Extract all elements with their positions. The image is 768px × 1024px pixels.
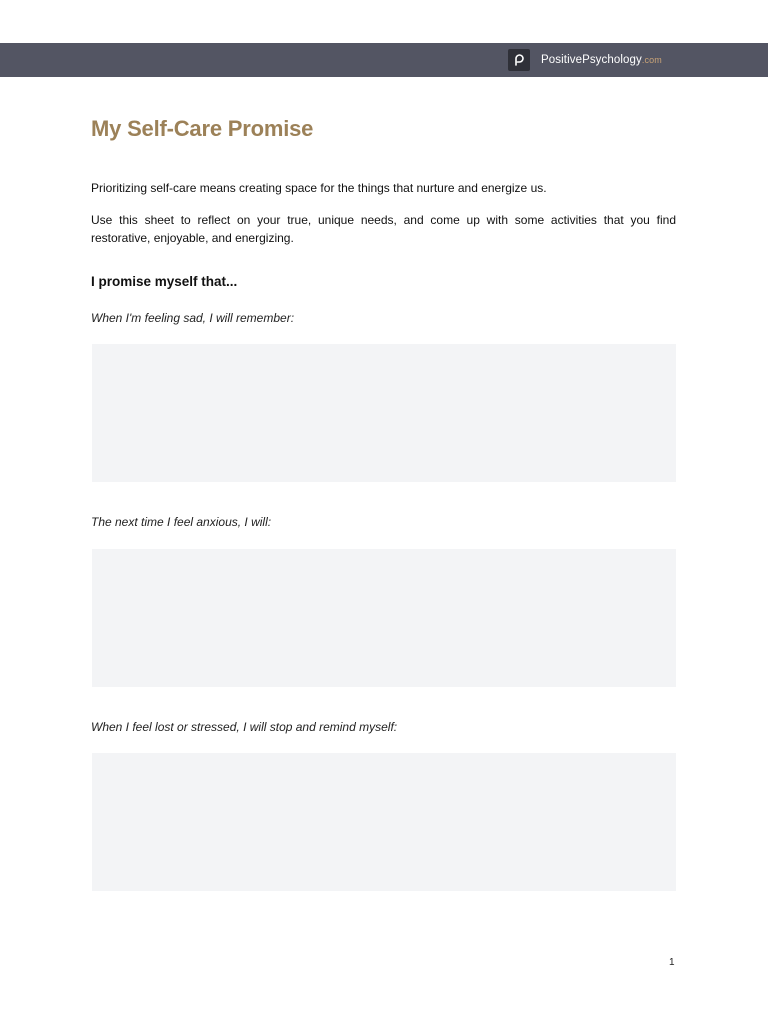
logo-p-glyph [512,53,526,67]
page-number: 1 [669,957,675,968]
answer-box-sad[interactable] [92,344,676,482]
page-title: My Self-Care Promise [91,116,314,141]
prompt-label-sad: When I'm feeling sad, I will remember: [91,311,295,325]
intro-paragraph-1: Prioritizing self-care means creating space for the things that nurture and energize us. [91,181,547,195]
answer-box-anxious[interactable] [92,549,676,687]
brand-name [541,54,662,66]
answer-box-stressed[interactable] [92,753,676,891]
header-bar [0,43,768,77]
positivepsychology-logo-icon [508,49,530,71]
brand-link[interactable] [508,49,662,71]
prompt-label-anxious: The next time I feel anxious, I will: [91,515,272,529]
section-heading: I promise myself that... [91,274,238,289]
brand-name-suffix: .com [641,55,662,65]
brand-name-main: PositivePsychology [541,54,642,66]
intro-paragraph-2: Use this sheet to reflect on your true, unique needs, and come up with some activities that you find restorative, enjoyable, and energizing. [91,213,676,245]
prompt-label-stressed: When I feel lost or stressed, I will stop and remind myself: [91,720,398,734]
